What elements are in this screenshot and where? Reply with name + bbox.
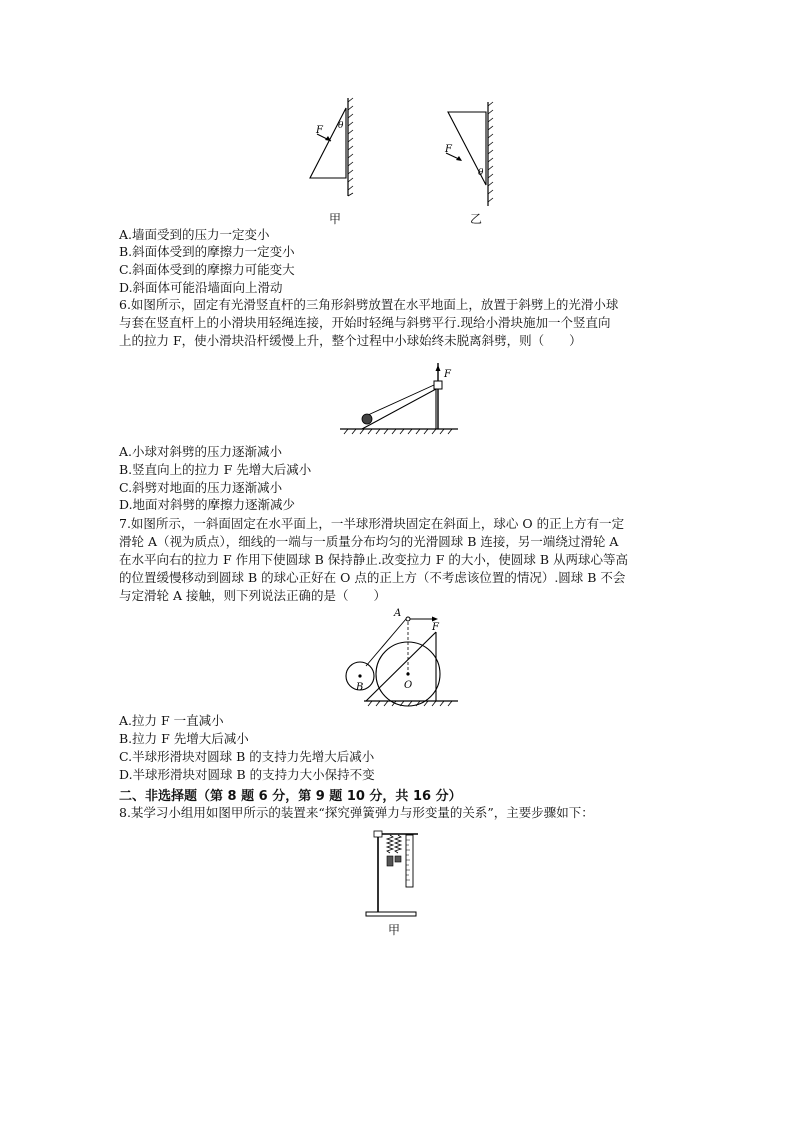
q5-figure-yi <box>440 100 500 210</box>
q6-option-c: C.斜劈对地面的压力逐渐减小 <box>119 480 283 495</box>
q5-option-d: D.斜面体可能沿墙面向上滑动 <box>119 280 283 295</box>
q6-stem-line-1: 6.如图所示，固定有光滑竖直杆的三角形斜劈放置在水平地面上，放置于斜劈上的光滑小球 <box>119 297 619 312</box>
q7-option-d: D.半球形滑块对圆球 B 的支持力大小保持不变 <box>119 767 375 782</box>
force-label: F <box>445 144 452 155</box>
q7-stem-line-1: 7.如图所示，一斜面固定在水平面上，一半球形滑块固定在斜面上，球心 O 的正上方有一定 <box>119 516 625 531</box>
q8-figure <box>360 826 430 920</box>
q6-figure <box>340 355 460 437</box>
center-label: O <box>404 680 413 691</box>
q6-option-b: B.竖直向上的拉力 F 先增大后减小 <box>119 462 312 477</box>
q7-stem-line-2: 滑轮 A（视为质点），细线的一端与一质量分布均匀的光滑圆球 B 连接，另一端绕过滑轮 A <box>119 534 619 549</box>
q7-figure <box>340 606 460 710</box>
q5-option-c: C.斜面体受到的摩擦力可能变大 <box>119 262 295 277</box>
q7-stem-line-4: 的位置缓慢移动到圆球 B 的球心正好在 O 点的正上方（不考虑该位置的情况）.圆球 B 不会 <box>119 570 626 585</box>
angle-label: θ <box>478 168 484 178</box>
q7-option-a: A.拉力 F 一直减小 <box>119 713 224 728</box>
section-heading: 二、非选择题（第 8 题 6 分，第 9 题 10 分，共 16 分） <box>119 789 462 804</box>
force-label: F <box>432 622 439 633</box>
q7-option-b: B.拉力 F 先增大后减小 <box>119 731 249 746</box>
q6-stem-line-2: 与套在竖直杆上的小滑块用轻绳连接，开始时轻绳与斜劈平行.现给小滑块施加一个竖直向 <box>119 315 611 330</box>
ball-label: B <box>356 682 364 693</box>
q7-option-c: C.半球形滑块对圆球 B 的支持力先增大后减小 <box>119 749 375 764</box>
q6-option-d: D.地面对斜劈的摩擦力逐渐减少 <box>119 497 296 512</box>
force-label: F <box>444 369 451 380</box>
pulley-label: A <box>394 608 402 619</box>
q7-stem-line-5: 与定滑轮 A 接触，则下列说法正确的是（ ） <box>119 588 386 603</box>
figure-caption-yi: 乙 <box>470 212 483 226</box>
force-label: F <box>316 125 323 136</box>
q7-stem-line-3: 在水平向右的拉力 F 作用下使圆球 B 保持静止.改变拉力 F 的大小，使圆球 B 从两球心等高 <box>119 552 628 567</box>
q5-option-a: A.墙面受到的压力一定变小 <box>119 227 270 242</box>
q6-stem-line-3: 上的拉力 F，使小滑块沿杆缓慢上升，整个过程中小球始终未脱离斜劈，则（ ） <box>119 333 582 348</box>
q8-stem-line-1: 8.某学习小组用如图甲所示的装置来“探究弹簧弹力与形变量的关系”，主要步骤如下： <box>119 805 594 820</box>
angle-label: θ <box>338 121 344 131</box>
q6-option-a: A.小球对斜劈的压力逐渐减小 <box>119 444 283 459</box>
figure-caption-jia: 甲 <box>388 923 401 937</box>
figure-caption-jia: 甲 <box>329 212 342 226</box>
q5-option-b: B.斜面体受到的摩擦力一定变小 <box>119 244 295 259</box>
q5-figure-jia <box>300 96 370 208</box>
